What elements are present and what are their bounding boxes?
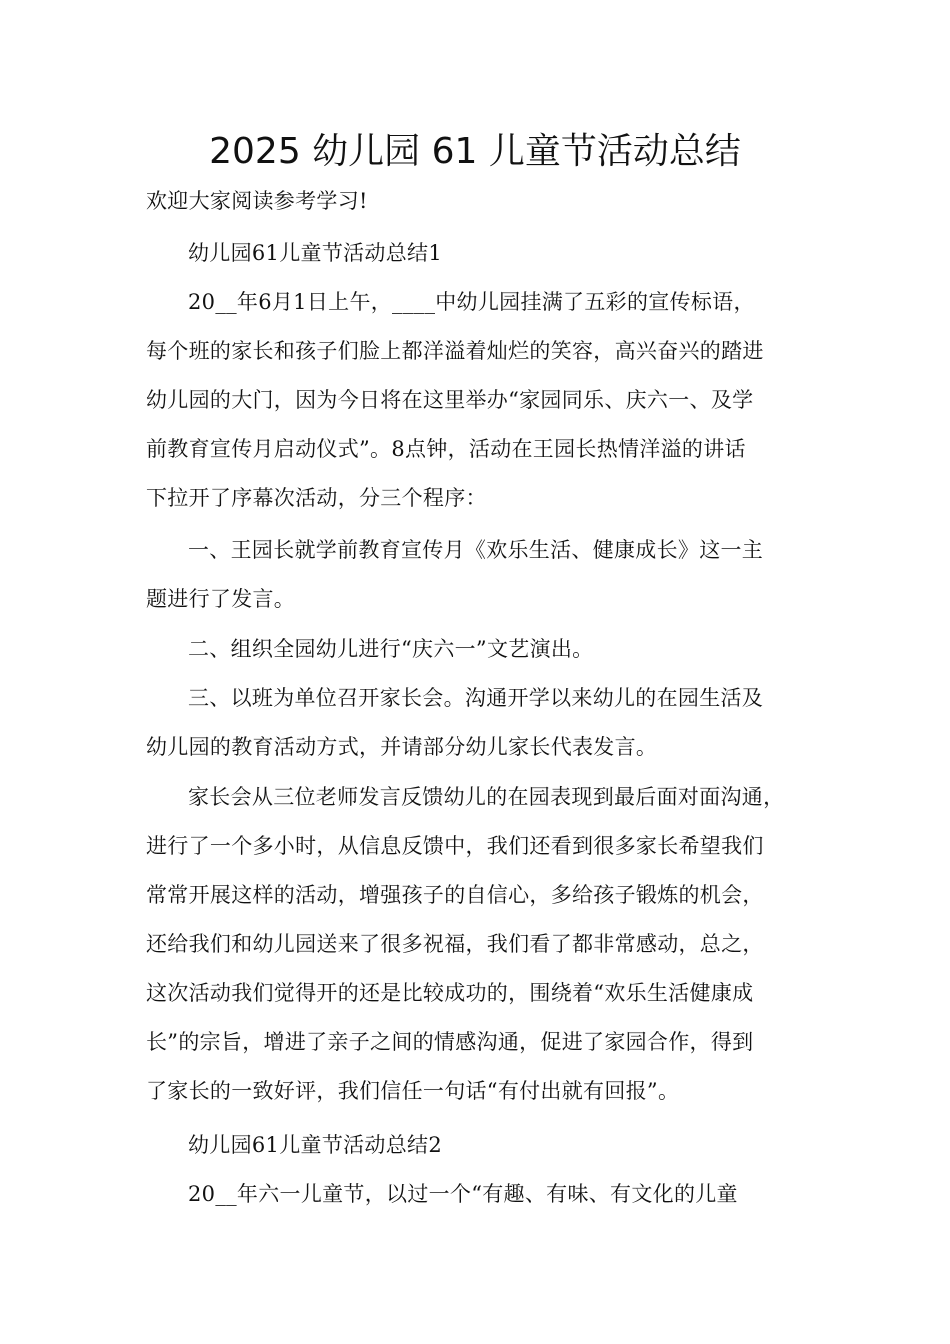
paragraph-line: 幼儿园的大门，因为今日将在这里举办“家园同乐、庆六一、及学 <box>146 388 754 412</box>
paragraph-line: 20__年6月1日上午，____中幼儿园挂满了五彩的宣传标语， <box>188 290 755 314</box>
paragraph-line: 还给我们和幼儿园送来了很多祝福，我们看了都非常感动，总之， <box>146 932 764 956</box>
paragraph-line: 二、组织全园幼儿进行“庆六一”文艺演出。 <box>188 637 594 661</box>
paragraph-line: 题进行了发言。 <box>146 587 296 611</box>
paragraph-line: 长”的宗旨，增进了亲子之间的情感沟通，促进了家园合作，得到 <box>146 1030 754 1054</box>
paragraph-line: 了家长的一致好评，我们信任一句话“有付出就有回报”。 <box>146 1079 680 1103</box>
paragraph-line: 三、以班为单位召开家长会。沟通开学以来幼儿的在园生活及 <box>188 686 764 710</box>
paragraph-line: 下拉开了序幕次活动，分三个程序： <box>146 486 487 510</box>
paragraph-line: 家长会从三位老师发言反馈幼儿的在园表现到最后面对面沟通， <box>188 785 785 809</box>
document-title: 2025 幼儿园 61 儿童节活动总结 <box>209 131 741 172</box>
intro-line: 欢迎大家阅读参考学习! <box>146 189 368 213</box>
paragraph-line: 20__年六一儿童节，以过一个“有趣、有味、有文化的儿童 <box>188 1182 738 1206</box>
paragraph-line: 这次活动我们觉得开的还是比较成功的，围绕着“欢乐生活健康成 <box>146 981 754 1005</box>
paragraph-line: 一、王园长就学前教育宣传月《欢乐生活、健康成长》这一主 <box>188 538 764 562</box>
section-heading-2: 幼儿园61儿童节活动总结2 <box>188 1133 442 1157</box>
paragraph-line: 进行了一个多小时，从信息反馈中，我们还看到很多家长希望我们 <box>146 834 764 858</box>
paragraph-line: 前教育宣传月启动仪式”。8点钟，活动在王园长热情洋溢的讲话 <box>146 437 746 461</box>
paragraph-line: 常常开展这样的活动，增强孩子的自信心，多给孩子锻炼的机会， <box>146 883 764 907</box>
section-heading-1: 幼儿园61儿童节活动总结1 <box>188 241 442 265</box>
paragraph-line: 每个班的家长和孩子们脸上都洋溢着灿烂的笑容，高兴奋兴的踏进 <box>146 339 764 363</box>
paragraph-line: 幼儿园的教育活动方式，并请部分幼儿家长代表发言。 <box>146 735 658 759</box>
